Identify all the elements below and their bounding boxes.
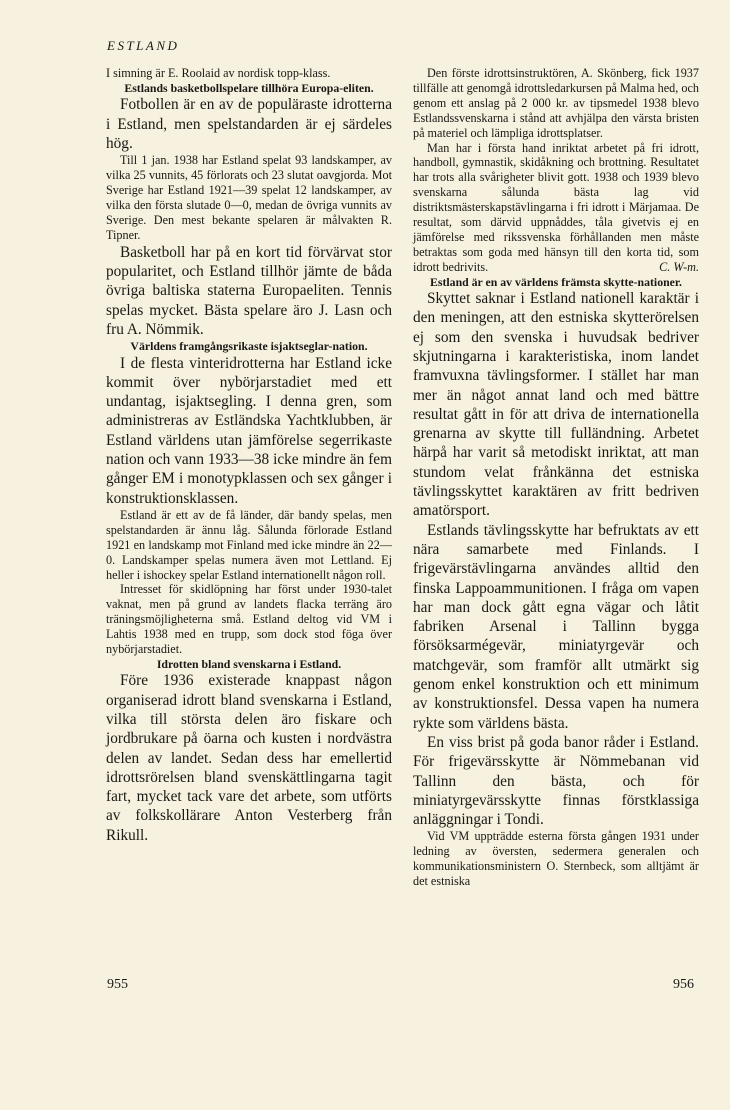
section-heading: Världens framgångsrikaste isjaktseglar-nation. — [130, 339, 368, 354]
paragraph: En viss brist på goda banor råder i Estland. För frigevärsskytte är Nömmebanan vid Tallinn den bästa, och för miniatyrgevärsskytte finnas förstklassiga anläggningar i Tondi. — [413, 733, 699, 829]
paragraph: Till 1 jan. 1938 har Estland spelat 93 landskamper, av vilka 25 vunnits, 45 förlorats och 23 slutat oavgjorda. Mot Sverige har Estland 1921—39 spelat 12 landskamper, av vilka den första slutade 0—0, medan de övriga vunnits av Sverige. Den mest bekante spelaren är målvakten R. Tipner. — [106, 153, 392, 242]
paragraph: Före 1936 existerade knappast någon organiserad idrott bland svenskarna i Estland, vilka till största delen äro fiskare och jordbrukare på öarna och kusten i nordvästra delen av landet. Sedan dess har emellertid idrottsrörelsen bland svenskättlingarna tagit fart, mycket tack vare det arbete, som utförts av folkskollärare Anton Vesterberg från Rikull. — [106, 672, 392, 844]
author-signature: C. W-m. — [659, 259, 699, 274]
page-number-right: 956 — [673, 977, 694, 992]
right-column — [413, 66, 699, 889]
left-column — [106, 66, 392, 845]
paragraph: Estlands tävlingsskytte har befruktats av ett nära samarbete med Finlands. I frigevärstävlingarna användes alltid den finska Lappoammunitionen. I fråga om vapen har man dock gått egna vägar och låtit fabriken Arsenal i Tallinn bygga försöksarmégevär, miniatyrgevär och matchgevär, som framför allt utmärkt sig genom enkel konstruktion och ett minimum av konstruktionsfel. Dessa vapen ha numera rykte som världens bästa. — [413, 521, 699, 732]
paragraph: Skyttet saknar i Estland nationell karaktär i den meningen, att den estniska skytterörelsen ej som den svenska i huvudsak bedriver skjutningarna i karakteristiska, inom landet framvuxna tävlingsformer. I stället har man mer än något annat land och med bättre resultat gått in för att driva de internationella grenarna av skytte till fulländning. Arbetet härpå har varit så metodiskt inriktat, att man stundom velat frånkänna det estniska tävlingsskyttet karaktären av fritt bedriven amatörsport. — [413, 290, 699, 520]
paragraph-text: Man har i första hand inriktat arbetet på fri idrott, handboll, gymnastik, skidåkning och brottning. Resultatet har trots alla svårigheter blivit gott. 1938 och 1939 blevo svenskarna sålunda bästa lag vid distriktsmästerskapstävlingarna i fri idrott i Märjamaa. De resultat, som därvid uppnåddes, tåla givetvis ej en jämförelse med rikssvenska förhållanden men måste betraktas som goda med hänsyn till den korta tid, som idrott bedrivits. — [413, 140, 699, 274]
paragraph: I simning är E. Roolaid av nordisk topp-klass. — [106, 66, 331, 80]
section-heading: Estland är en av världens främsta skytte-nationer. — [430, 274, 682, 289]
paragraph: Estland är ett av de få länder, där bandy spelas, men spelstandarden är ännu låg. Sålunda förlorade Estland 1921 en landskamp mot Finland med icke mindre än 22—0. Landskamper spelas numera även mot Lettland. Ej heller i ishockey spelar Estland internationellt någon roll. — [106, 507, 392, 582]
running-head: ESTLAND — [107, 38, 180, 53]
section-heading: Idrotten bland svenskarna i Estland. — [156, 656, 342, 671]
paragraph: Basketboll har på en kort tid förvärvat stor popularitet, och Estland tillhör jämte de båda övriga baltiska staterna Europaeliten. Tennis spelas mycket. Bästa spelare äro J. Lasn och fru A. Nömmik. — [106, 243, 392, 338]
paragraph — [413, 141, 699, 275]
paragraph: Fotbollen är en av de populäraste idrotterna i Estland, men spelstandarden är ej särdeles hög. — [106, 96, 392, 152]
section-heading: Estlands basketbollspelare tillhöra Europa-eliten. — [124, 80, 374, 95]
paragraph: Intresset för skidlöpning har först under 1930-talet vaknat, men på grund av landets flacka terräng äro träningsmöjligheterna små. Estland deltog vid VM i Lahtis 1938 med en trupp, som dock stod föga över nybörjarstadiet. — [106, 582, 392, 657]
paragraph: I de flesta vinteridrotterna har Estland icke kommit över nybörjarstadiet med ett undantag, isjaktsegling. I denna gren, som administreras av Estländska Yachtklubben, är Estland världens utan jämförelse segerrikaste nation och vann 1933—38 icke mindre än fem gånger EM i monotypklassen och sex gånger i konstruktionsklassen. — [106, 354, 392, 507]
paragraph: Vid VM uppträdde esterna första gången 1931 under ledning av översten, sedermera generalen och kommunikationsministern O. Sternbeck, som alltjämt är det estniska — [413, 829, 699, 889]
page-number-left: 955 — [107, 977, 128, 992]
paragraph: Den förste idrottsinstruktören, A. Skönberg, fick 1937 tillfälle att genomgå idrottsledarkursen på Malma hed, och genom ett anslag på 2 000 kr. av tipsmedel 1938 blevo Estlandssvenskarna i stånd att avhjälpa den värsta bristen på materiel och lämpliga idrottsplatser. — [413, 66, 699, 140]
